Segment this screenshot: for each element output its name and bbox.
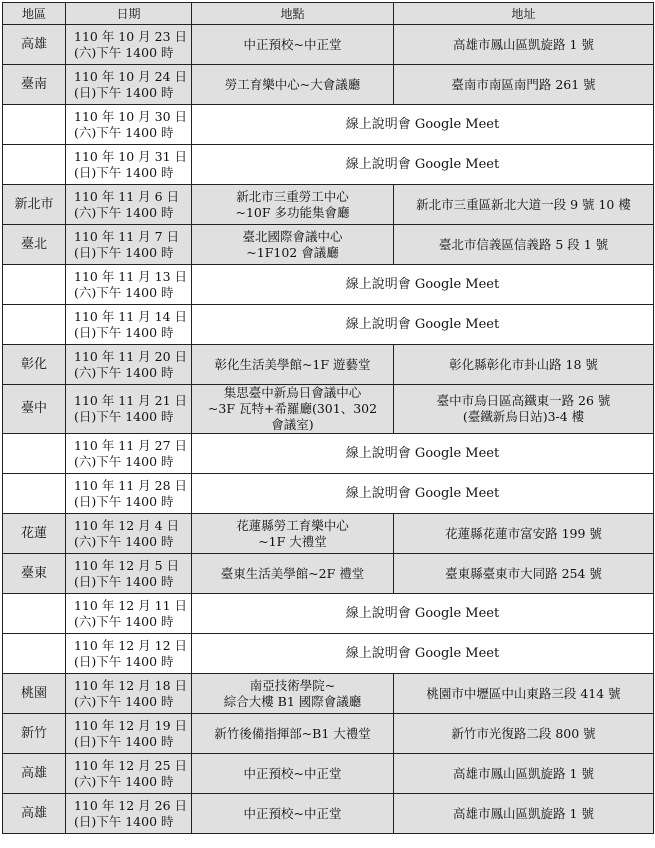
date-cell — [66, 65, 192, 105]
date-line: 110 年 10 月 24 日 — [74, 68, 188, 84]
table-row — [3, 385, 654, 434]
time-line: (六)下午 1400 時 — [74, 364, 174, 380]
table-row — [3, 514, 654, 554]
time-line: (日)下午 1400 時 — [74, 164, 174, 180]
venue-cell — [192, 225, 394, 265]
table-header — [3, 3, 654, 25]
table-row — [3, 714, 654, 754]
date-line: 110 年 10 月 31 日 — [74, 148, 188, 164]
venue-line: 集思臺中新烏日會議中心 — [223, 385, 362, 400]
region-cell — [3, 265, 66, 305]
venue-cell — [192, 385, 394, 434]
date-cell — [66, 265, 192, 305]
address-cell — [394, 714, 654, 754]
region-cell — [3, 474, 66, 514]
table-row — [3, 265, 654, 305]
table-row — [3, 145, 654, 185]
time-line: (日)下午 1400 時 — [74, 493, 174, 509]
time-line: (日)下午 1400 時 — [74, 244, 174, 260]
venue-line: 臺東生活美學館~2F 禮堂 — [220, 565, 365, 581]
date-line: 110 年 12 月 18 日 — [74, 677, 188, 693]
date-cell — [66, 345, 192, 385]
header-venue: 地點 — [192, 3, 394, 25]
venue-cell — [192, 65, 394, 105]
time-line: (六)下午 1400 時 — [74, 284, 174, 300]
venue-line: 會議室) — [271, 417, 314, 432]
table-row — [3, 225, 654, 265]
address-line: 彰化縣彰化市卦山路 18 號 — [449, 356, 598, 372]
venue-cell — [192, 185, 394, 225]
date-line: 110 年 12 月 19 日 — [74, 717, 188, 733]
address-line: 新北市三重區新北大道一段 9 號 10 樓 — [416, 196, 631, 212]
date-line: 110 年 10 月 23 日 — [74, 28, 188, 44]
date-line: 110 年 11 月 13 日 — [74, 268, 188, 284]
address-line: (臺鐵新烏日站)3-4 樓 — [462, 409, 585, 424]
time-line: (六)下午 1400 時 — [74, 533, 174, 549]
venue-line: 勞工育樂中心~大會議廳 — [224, 76, 361, 92]
venue-line: 綜合大樓 B1 國際會議廳 — [223, 693, 362, 709]
venue-line: 彰化生活美學館~1F 遊藝堂 — [214, 356, 371, 372]
date-line: 110 年 11 月 20 日 — [74, 348, 188, 364]
date-cell — [66, 514, 192, 554]
region-cell: 新北市 — [3, 185, 66, 225]
table-row — [3, 554, 654, 594]
region-cell: 臺南 — [3, 65, 66, 105]
table-row — [3, 674, 654, 714]
date-cell — [66, 754, 192, 794]
date-cell — [66, 305, 192, 345]
date-cell — [66, 434, 192, 474]
region-cell: 臺中 — [3, 385, 66, 434]
address-line: 臺北市信義區信義路 5 段 1 號 — [438, 236, 609, 252]
time-line: (六)下午 1400 時 — [74, 44, 174, 60]
date-cell — [66, 225, 192, 265]
date-cell — [66, 674, 192, 714]
online-session-cell: 線上說明會 Google Meet — [192, 145, 654, 185]
address-cell — [394, 25, 654, 65]
venue-cell — [192, 714, 394, 754]
table-row — [3, 185, 654, 225]
address-line: 高雄市鳳山區凱旋路 1 號 — [453, 36, 594, 52]
table-row — [3, 594, 654, 634]
venue-line: 中正預校~中正堂 — [243, 805, 342, 821]
date-cell — [66, 105, 192, 145]
address-line: 新竹市光復路二段 800 號 — [451, 725, 596, 741]
address-line: 高雄市鳳山區凱旋路 1 號 — [453, 805, 594, 821]
region-cell — [3, 634, 66, 674]
header-region: 地區 — [3, 3, 66, 25]
time-line: (日)下午 1400 時 — [74, 813, 174, 829]
venue-line: 臺北國際會議中心 — [242, 228, 343, 244]
date-line: 110 年 11 月 7 日 — [74, 228, 180, 244]
time-line: (日)下午 1400 時 — [74, 733, 174, 749]
address-cell — [394, 674, 654, 714]
address-line: 臺東縣臺東市大同路 254 號 — [445, 565, 602, 581]
time-line: (六)下午 1400 時 — [74, 773, 174, 789]
date-line: 110 年 12 月 12 日 — [74, 637, 188, 653]
address-line: 臺中市烏日區高鐵東一路 26 號 — [436, 393, 611, 408]
online-session-cell: 線上說明會 Google Meet — [192, 634, 654, 674]
address-cell — [394, 794, 654, 834]
table-row — [3, 754, 654, 794]
address-cell — [394, 514, 654, 554]
date-line: 110 年 11 月 14 日 — [74, 308, 188, 324]
date-line: 110 年 11 月 27 日 — [74, 437, 188, 453]
venue-line: ~3F 瓦特+希羅廳(301、302 — [207, 401, 378, 416]
region-cell: 彰化 — [3, 345, 66, 385]
date-cell — [66, 794, 192, 834]
table-row — [3, 305, 654, 345]
time-line: (六)下午 1400 時 — [74, 204, 174, 220]
date-cell — [66, 185, 192, 225]
venue-line: ~10F 多功能集會廳 — [235, 204, 350, 220]
time-line: (六)下午 1400 時 — [74, 124, 174, 140]
table-row — [3, 65, 654, 105]
date-line: 110 年 10 月 30 日 — [74, 108, 188, 124]
region-cell — [3, 434, 66, 474]
online-session-cell: 線上說明會 Google Meet — [192, 474, 654, 514]
table-row — [3, 794, 654, 834]
address-cell — [394, 385, 654, 434]
date-cell — [66, 634, 192, 674]
address-line: 臺南市南區南門路 261 號 — [451, 76, 596, 92]
online-session-cell: 線上說明會 Google Meet — [192, 434, 654, 474]
region-cell — [3, 305, 66, 345]
region-cell — [3, 594, 66, 634]
time-line: (日)下午 1400 時 — [74, 324, 174, 340]
venue-line: 中正預校~中正堂 — [243, 36, 342, 52]
date-cell — [66, 145, 192, 185]
venue-cell — [192, 25, 394, 65]
venue-cell — [192, 674, 394, 714]
header-address: 地址 — [394, 3, 654, 25]
table-row — [3, 634, 654, 674]
venue-line: 中正預校~中正堂 — [243, 765, 342, 781]
date-cell — [66, 25, 192, 65]
region-cell: 臺東 — [3, 554, 66, 594]
date-cell — [66, 554, 192, 594]
date-line: 110 年 12 月 5 日 — [74, 557, 180, 573]
address-cell — [394, 554, 654, 594]
venue-line: 花蓮縣勞工育樂中心 — [236, 517, 349, 533]
online-session-cell: 線上說明會 Google Meet — [192, 305, 654, 345]
date-line: 110 年 12 月 25 日 — [74, 757, 188, 773]
time-line: (六)下午 1400 時 — [74, 453, 174, 469]
region-cell: 新竹 — [3, 714, 66, 754]
time-line: (日)下午 1400 時 — [74, 653, 174, 669]
address-line: 高雄市鳳山區凱旋路 1 號 — [453, 765, 594, 781]
date-cell — [66, 474, 192, 514]
date-line: 110 年 11 月 21 日 — [74, 393, 188, 408]
date-line: 110 年 12 月 26 日 — [74, 797, 188, 813]
venue-cell — [192, 345, 394, 385]
date-cell — [66, 594, 192, 634]
address-line: 花蓮縣花蓮市富安路 199 號 — [445, 525, 602, 541]
date-line: 110 年 12 月 4 日 — [74, 517, 180, 533]
venue-cell — [192, 794, 394, 834]
schedule-table — [2, 2, 654, 834]
date-line: 110 年 12 月 11 日 — [74, 597, 188, 613]
table-row — [3, 474, 654, 514]
venue-line: 南亞技術學院~ — [249, 677, 336, 693]
date-line: 110 年 11 月 6 日 — [74, 188, 180, 204]
venue-line: ~1F102 會議廳 — [246, 244, 339, 260]
address-cell — [394, 185, 654, 225]
time-line: (日)下午 1400 時 — [74, 84, 174, 100]
venue-line: 新竹後備指揮部~B1 大禮堂 — [214, 725, 371, 741]
region-cell — [3, 145, 66, 185]
venue-line: ~1F 大禮堂 — [258, 533, 327, 549]
region-cell — [3, 105, 66, 145]
region-cell: 花蓮 — [3, 514, 66, 554]
address-cell — [394, 65, 654, 105]
table-row — [3, 105, 654, 145]
address-cell — [394, 754, 654, 794]
date-line: 110 年 11 月 28 日 — [74, 477, 188, 493]
venue-cell — [192, 554, 394, 594]
address-cell — [394, 345, 654, 385]
online-session-cell: 線上說明會 Google Meet — [192, 265, 654, 305]
header-date: 日期 — [66, 3, 192, 25]
table-row — [3, 434, 654, 474]
region-cell: 高雄 — [3, 754, 66, 794]
date-cell — [66, 714, 192, 754]
time-line: (日)下午 1400 時 — [74, 573, 174, 589]
time-line: (日)下午 1400 時 — [74, 409, 174, 424]
address-cell — [394, 225, 654, 265]
venue-cell — [192, 754, 394, 794]
venue-cell — [192, 514, 394, 554]
table-body — [3, 25, 654, 834]
online-session-cell: 線上說明會 Google Meet — [192, 594, 654, 634]
table-row — [3, 25, 654, 65]
time-line: (六)下午 1400 時 — [74, 693, 174, 709]
date-cell — [66, 385, 192, 434]
online-session-cell: 線上說明會 Google Meet — [192, 105, 654, 145]
venue-line: 新北市三重勞工中心 — [236, 188, 349, 204]
time-line: (六)下午 1400 時 — [74, 613, 174, 629]
region-cell: 臺北 — [3, 225, 66, 265]
table-row — [3, 345, 654, 385]
region-cell: 高雄 — [3, 794, 66, 834]
region-cell: 高雄 — [3, 25, 66, 65]
address-line: 桃園市中壢區中山東路三段 414 號 — [426, 685, 621, 701]
region-cell: 桃園 — [3, 674, 66, 714]
